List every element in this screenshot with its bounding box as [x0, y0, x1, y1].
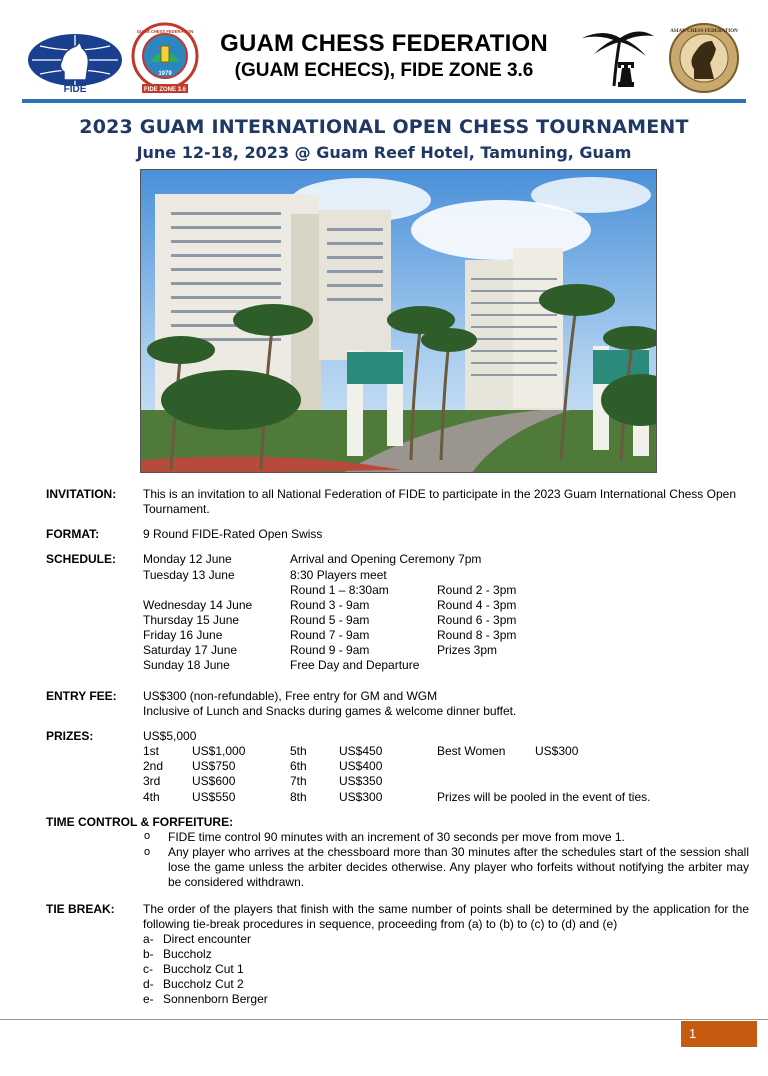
schedule-day: Saturday 17 June	[143, 643, 238, 657]
invitation-label: INVITATION:	[46, 487, 117, 501]
asian-chess-federation-logo	[668, 23, 740, 93]
prize-place: 7th	[290, 774, 307, 788]
forfeiture-item: Any player who arrives at the chessboard more than 30 minutes after the schedules start of the session shall lose the game unless the arbiter decides otherwise. Any player who forfeits without notifying the arbiter may be considered withdrawn.	[168, 845, 749, 889]
list-marker: a-	[143, 932, 154, 946]
time-control-item: FIDE time control 90 minutes with an increment of 30 seconds per move from move 1.	[168, 830, 625, 844]
prize-amount: US$550	[192, 790, 236, 804]
tournament-title: 2023 GUAM INTERNATIONAL OPEN CHESS TOURNAMENT	[79, 116, 689, 138]
fide-logo	[26, 32, 124, 94]
list-item: Direct encounter	[163, 932, 252, 946]
prize-place: 4th	[143, 790, 160, 804]
schedule-item: Round 7 - 9am	[290, 628, 370, 642]
prize-place: 2nd	[143, 759, 164, 773]
bullet-marker: o	[144, 846, 151, 858]
guam-seal-name: GUAM CHESS FEDERATION	[136, 29, 194, 34]
schedule-item: Round 9 - 9am	[290, 643, 370, 657]
schedule-item: 8:30 Players meet	[290, 568, 387, 582]
list-marker: b-	[143, 947, 154, 961]
time-control-label: TIME CONTROL & FORFEITURE:	[46, 815, 234, 829]
org-subtitle: (GUAM ECHECS), FIDE ZONE 3.6	[234, 60, 534, 81]
prize-place: 1st	[143, 744, 160, 758]
header-divider	[22, 99, 746, 103]
list-item: Buccholz Cut 1	[163, 962, 244, 976]
org-name: GUAM CHESS FEDERATION	[220, 30, 548, 57]
page-number: 1	[681, 1021, 757, 1047]
list-item: Sonnenborn Berger	[163, 992, 268, 1006]
prize-amount: US$300	[339, 790, 383, 804]
format-text: 9 Round FIDE-Rated Open Swiss	[143, 527, 323, 541]
list-marker: d-	[143, 977, 154, 991]
entry-fee-line2: Inclusive of Lunch and Snacks during games & welcome dinner buffet.	[143, 704, 517, 718]
footer-divider	[0, 1019, 768, 1020]
tie-break-label: TIE BREAK:	[46, 902, 115, 916]
schedule-day: Wednesday 14 June	[143, 598, 253, 612]
palm-rook-logo	[578, 26, 656, 92]
asian-logo-text: ASIAN CHESS FEDERATION	[670, 29, 738, 34]
prize-amount: US$300	[535, 744, 579, 758]
prize-place: 8th	[290, 790, 307, 804]
prize-special: Best Women	[437, 744, 506, 758]
schedule-day: Friday 16 June	[143, 628, 223, 642]
list-item: Buccholz Cut 2	[163, 977, 244, 991]
guam-federation-seal	[130, 22, 200, 94]
tournament-dates-venue: June 12-18, 2023 @ Guam Reef Hotel, Tamuning, Guam	[136, 143, 632, 162]
invitation-text: This is an invitation to all National Federation of FIDE to participate in the 2023 Guam International Chess Open Tournament.	[143, 487, 736, 516]
schedule-label: SCHEDULE:	[46, 552, 117, 566]
schedule-item: Round 3 - 9am	[290, 598, 370, 612]
fide-logo-text: FIDE	[63, 84, 87, 94]
schedule-item: Round 1 – 8:30am	[290, 583, 389, 597]
prize-tie-note: Prizes will be pooled in the event of ties.	[437, 790, 651, 804]
prize-amount: US$400	[339, 759, 383, 773]
prize-amount: US$600	[192, 774, 236, 788]
format-label: FORMAT:	[46, 527, 100, 541]
schedule-item: Round 2 - 3pm	[437, 583, 517, 597]
guam-seal-zone: FIDE ZONE 3.6	[143, 87, 187, 93]
schedule-day: Tuesday 13 June	[143, 568, 235, 582]
schedule-item: Free Day and Departure	[290, 658, 420, 672]
tie-break-intro: The order of the players that finish with the same number of points shall be determined by the application for the following tie-break procedures in sequence, proceeding from (a) to (b) to (c) to (d) and (e)	[143, 902, 749, 931]
hotel-photo	[140, 169, 657, 473]
schedule-item: Round 4 - 3pm	[437, 598, 517, 612]
prize-amount: US$750	[192, 759, 236, 773]
prize-place: 5th	[290, 744, 307, 758]
schedule-day: Sunday 18 June	[143, 658, 230, 672]
entry-fee-line1: US$300 (non-refundable), Free entry for GM and WGM	[143, 689, 438, 703]
prize-amount: US$450	[339, 744, 383, 758]
schedule-day: Thursday 15 June	[143, 613, 240, 627]
prizes-label: PRIZES:	[46, 729, 94, 743]
list-marker: e-	[143, 992, 154, 1006]
prize-amount: US$350	[339, 774, 383, 788]
list-marker: c-	[143, 962, 153, 976]
bullet-marker: o	[144, 830, 151, 842]
prize-place: 3rd	[143, 774, 161, 788]
guam-seal-year: 1979	[158, 71, 172, 77]
schedule-item: Prizes 3pm	[437, 643, 498, 657]
prizes-total: US$5,000	[143, 729, 197, 743]
list-item: Buccholz	[163, 947, 212, 961]
schedule-item: Round 8 - 3pm	[437, 628, 517, 642]
schedule-item: Arrival and Opening Ceremony 7pm	[290, 552, 482, 566]
prize-amount: US$1,000	[192, 744, 246, 758]
entry-fee-label: ENTRY FEE:	[46, 689, 117, 703]
schedule-item: Round 5 - 9am	[290, 613, 370, 627]
schedule-item: Round 6 - 3pm	[437, 613, 517, 627]
prize-place: 6th	[290, 759, 307, 773]
schedule-day: Monday 12 June	[143, 552, 232, 566]
